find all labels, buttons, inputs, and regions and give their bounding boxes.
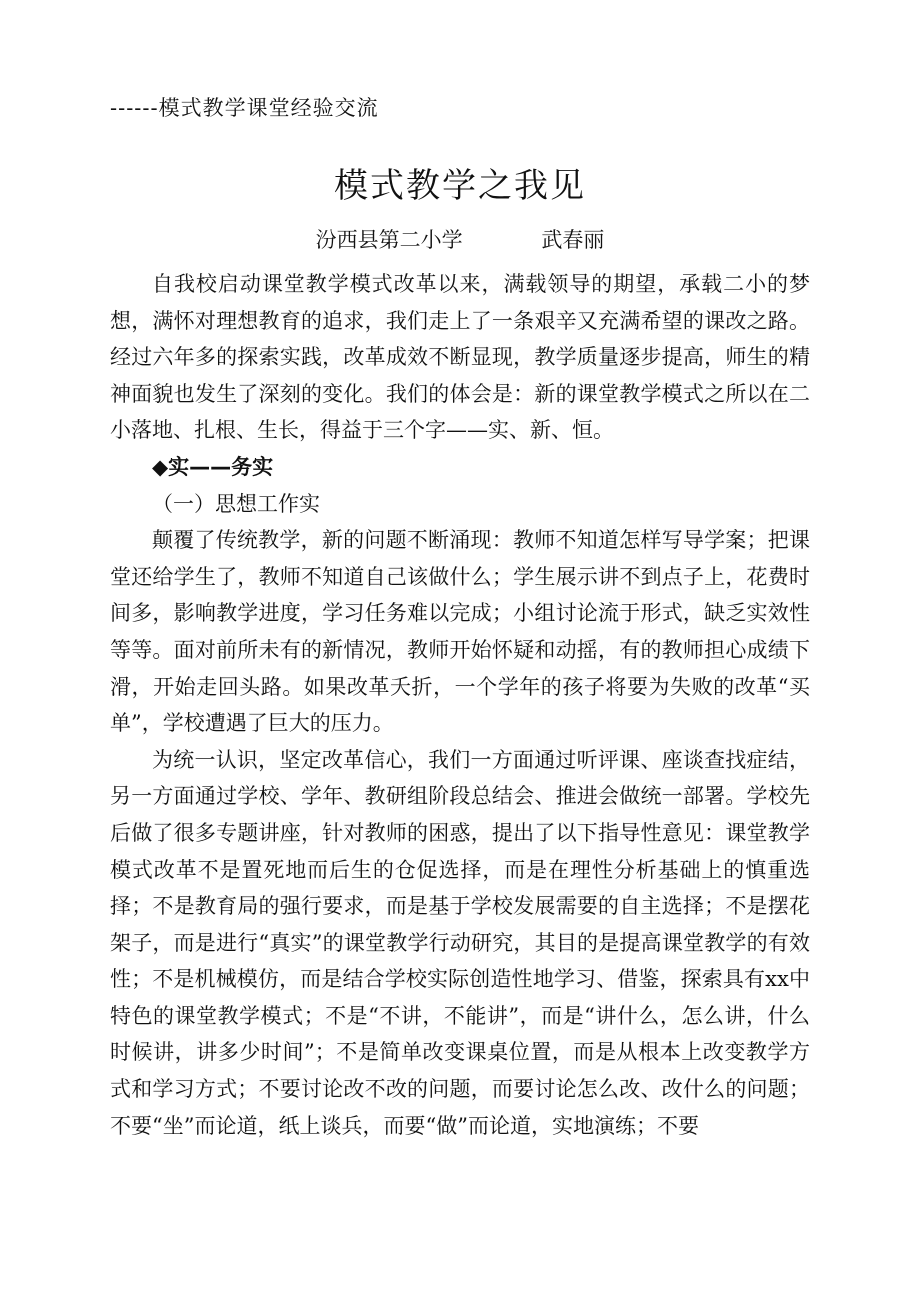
body-paragraph: 颠覆了传统教学，新的问题不断涌现：教师不知道怎样写导学案；把课堂还给学生了，教师不知道自己该做什么；学生展示讲不到点子上，花费时间多，影响教学进度，学习任务难以完成；小组讨论流于形式，缺乏实效性等等。面对前所未有的新情况，教师开始怀疑和动摇，有的教师担心成绩下滑，开始走回头路。如果改革夭折，一个学年的孩子将要为失败的改革“买单”，学校遭遇了巨大的压力。	[110, 528, 810, 736]
series-label: ------模式教学课堂经验交流	[110, 96, 379, 120]
body-paragraph: 为统一认识，坚定改革信心，我们一方面通过听评课、座谈查找症结，另一方面通过学校、学年、教研组阶段总结会、推进会做统一部署。学校先后做了很多专题讲座，针对教师的困惑，提出了以下指导性意见：课堂教学模式改革不是置死地而后生的仓促选择，而是在理性分析基础上的慎重选择；不是教育局的强行要求，而是基于学校发展需要的自主选择；不是摆花架子，而是进行“真实”的课堂教学行动研究，其目的是提高课堂教学的有效性；不是机械模仿，而是结合学校实际创造性地学习、借鉴，探索具有xx中特色的课堂教学模式；不是“不讲，不能讲”，而是“讲什么，怎么讲，什么时候讲，讲多少时间”；不是简单改变课桌位置，而是从根本上改变教学方式和学习方式；不要讨论改不改的问题，而要讨论怎么改、改什么的问题；不要“坐”而论道，纸上谈兵，而要“做”而论道，实地演练；不要	[110, 747, 810, 1138]
subsection-heading: （一）思想工作实	[152, 491, 320, 516]
intro-paragraph: 自我校启动课堂教学模式改革以来，满载领导的期望，承载二小的梦想，满怀对理想教育的追求，我们走上了一条艰辛又充满希望的课改之路。经过六年多的探索实践，改革成效不断显现，教学质量逐步提高，师生的精神面貌也发生了深刻的变化。我们的体会是：新的课堂教学模式之所以在二小落地、扎根、生长，得益于三个字——实、新、恒。	[110, 272, 810, 443]
section-heading: ◆实——务实	[152, 454, 274, 479]
author-name: 武春丽	[541, 228, 605, 252]
page-title: 模式教学之我见	[334, 166, 586, 206]
byline	[0, 222, 920, 258]
article-body	[110, 266, 810, 1144]
author-school: 汾西县第二小学	[315, 228, 463, 252]
